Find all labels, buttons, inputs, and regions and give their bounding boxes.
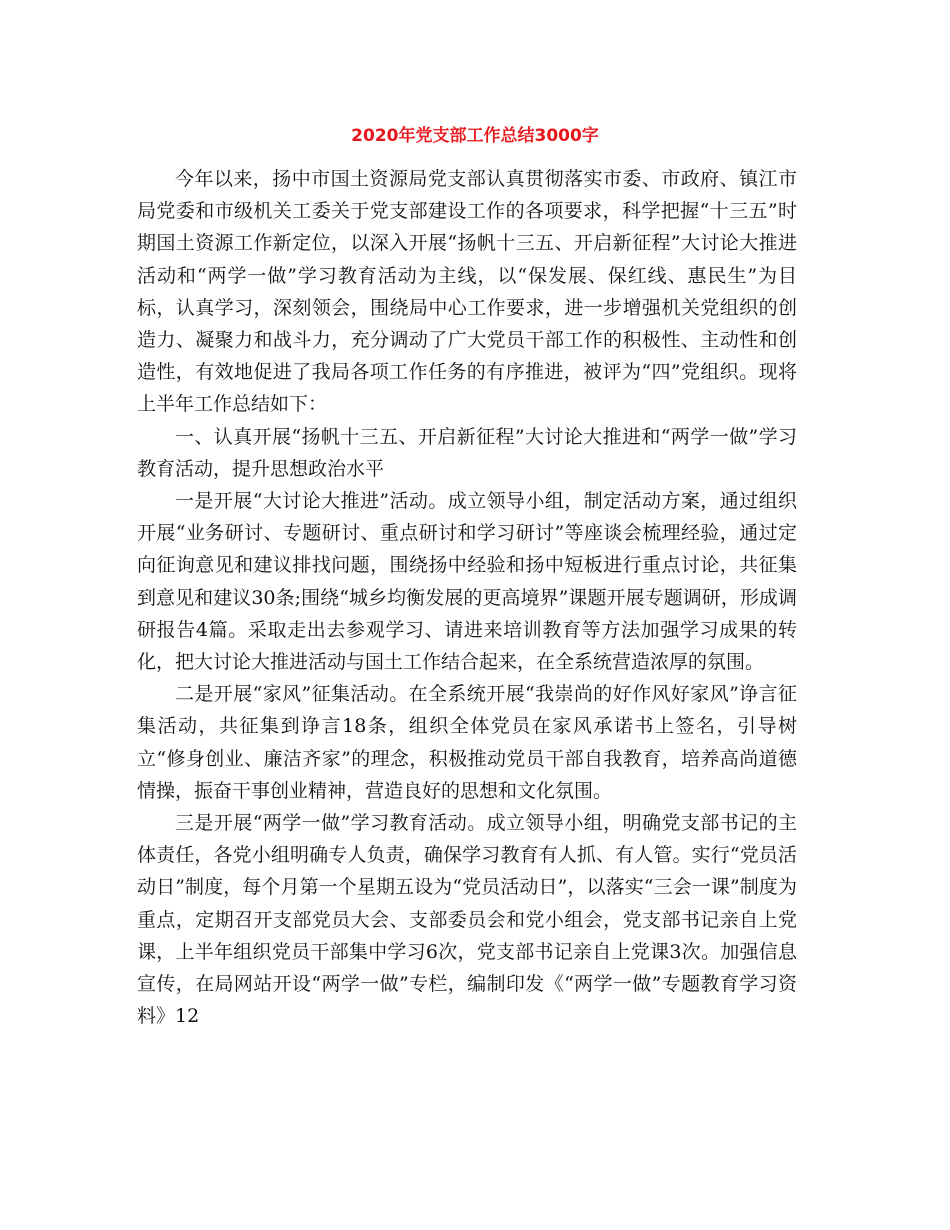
paragraph-intro: 今年以来，扬中市国土资源局党支部认真贯彻落实市委、市政府、镇江市局党委和市级机关工委关于党支部建设工作的各项要求，科学把握“十三五”时期国土资源工作新定位，以深入开展“扬帆十三五、开启新征程”大讨论大推进活动和“两学一做”学习教育活动为主线，以“保发展、保红线、惠民生”为目标，认真学习，深刻领会，围绕局中心工作要求，进一步增强机关党组织的创造力、凝聚力和战斗力，充分调动了广大党员干部工作的积极性、主动性和创造性，有效地促进了我局各项工作任务的有序推进，被评为“四”党组织。现将上半年工作总结如下： <box>137 168 797 416</box>
paragraph-item-2: 二是开展“家风”征集活动。在全系统开展“我崇尚的好作风好家风”诤言征集活动，共征集到诤言18条，组织全体党员在家风承诺书上签名，引导树立“修身创业、廉洁齐家”的理念，积极推动党员干部自我教育，培养高尚道德情操，振奋干事创业精神，营造良好的思想和文化氛围。 <box>137 683 797 802</box>
section-heading-1: 一、认真开展“扬帆十三五、开启新征程”大讨论大推进和“两学一做”学习教育活动，提升思想政治水平 <box>137 425 797 480</box>
document-body <box>137 158 797 1032</box>
paragraph-item-3: 三是开展“两学一做”学习教育活动。成立领导小组，明确党支部书记的主体责任，各党小组明确专人负责，确保学习教育有人抓、有人管。实行“党员活动日”制度，每个月第一个星期五设为“党员活动日”，以落实“三会一课”制度为重点，定期召开支部党员大会、支部委员会和党小组会，党支部书记亲自上党课，上半年组织党员干部集中学习6次，党支部书记亲自上党课3次。加强信息宣传，在局网站开设“两学一做”专栏，编制印发《“两学一做”专题教育学习资料》12 <box>137 812 797 1028</box>
document-title: 2020年党支部工作总结3000字 <box>351 126 599 146</box>
paragraph-item-1: 一是开展“大讨论大推进”活动。成立领导小组，制定活动方案，通过组织开展“业务研讨、专题研讨、重点研讨和学习研讨”等座谈会梳理经验，通过定向征询意见和建议排找问题，围绕扬中经验和扬中短板进行重点讨论，共征集到意见和建议30条;围绕“城乡均衡发展的更高境界”课题开展专题调研，形成调研报告4篇。采取走出去参观学习、请进来培训教育等方法加强学习成果的转化，把大讨论大推进活动与国土工作结合起来，在全系统营造浓厚的氛围。 <box>137 490 797 674</box>
